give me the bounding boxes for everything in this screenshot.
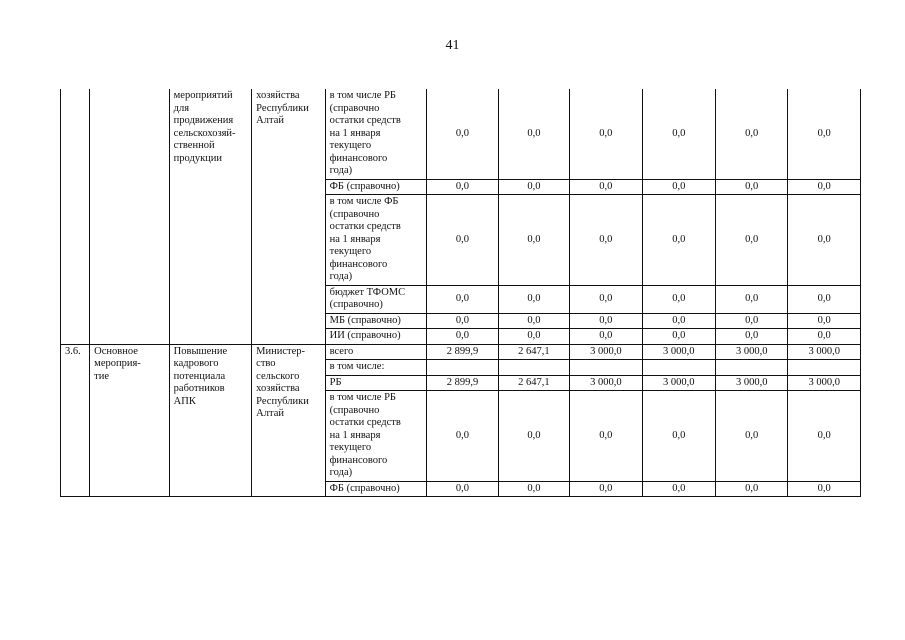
value-cell: 0,0 xyxy=(427,89,498,179)
value-cell: 3 000,0 xyxy=(642,375,715,391)
value-cell: 0,0 xyxy=(570,179,642,195)
value-cell: 0,0 xyxy=(570,313,642,329)
value-cell: 0,0 xyxy=(498,391,569,482)
value-cell: 0,0 xyxy=(498,89,569,179)
funding-source-cell: бюджет ТФОМС (справочно) xyxy=(325,285,427,313)
value-cell: 0,0 xyxy=(427,391,498,482)
value-cell: 0,0 xyxy=(498,313,569,329)
value-cell: 0,0 xyxy=(642,329,715,345)
funding-source-cell: в том числе: xyxy=(325,360,427,376)
value-cell: 0,0 xyxy=(498,329,569,345)
value-cell: 3 000,0 xyxy=(570,375,642,391)
value-cell: 3 000,0 xyxy=(570,344,642,360)
value-cell: 0,0 xyxy=(716,481,788,497)
value-cell: 0,0 xyxy=(716,195,788,286)
value-cell: 0,0 xyxy=(498,285,569,313)
value-cell: 0,0 xyxy=(427,179,498,195)
funding-source-cell: в том числе РБ (справочно остатки средств на 1 января текущего финансового года) xyxy=(325,391,427,482)
value-cell: 0,0 xyxy=(716,179,788,195)
value-cell: 0,0 xyxy=(427,285,498,313)
value-cell: 0,0 xyxy=(570,391,642,482)
goal-cell: мероприятий для продвижения сельскохозяй- ственной продукции xyxy=(169,89,252,344)
budget-table xyxy=(60,89,861,497)
index-cell: 3.6. xyxy=(61,344,90,497)
value-cell xyxy=(570,360,642,376)
value-cell: 3 000,0 xyxy=(642,344,715,360)
value-cell: 0,0 xyxy=(716,329,788,345)
value-cell: 0,0 xyxy=(427,195,498,286)
value-cell xyxy=(788,360,861,376)
value-cell: 0,0 xyxy=(788,285,861,313)
value-cell: 0,0 xyxy=(642,195,715,286)
value-cell: 0,0 xyxy=(570,285,642,313)
type-cell: Основное мероприя- тие xyxy=(90,344,169,497)
value-cell: 0,0 xyxy=(642,313,715,329)
funding-source-cell: всего xyxy=(325,344,427,360)
value-cell: 0,0 xyxy=(427,481,498,497)
value-cell: 0,0 xyxy=(788,329,861,345)
value-cell: 0,0 xyxy=(788,195,861,286)
type-cell xyxy=(90,89,169,344)
funding-source-cell: в том числе РБ (справочно остатки средств на 1 января текущего финансового года) xyxy=(325,89,427,179)
goal-cell: Повышение кадрового потенциала работников АПК xyxy=(169,344,252,497)
value-cell: 0,0 xyxy=(642,89,715,179)
executor-cell: хозяйства Республики Алтай xyxy=(252,89,325,344)
funding-source-cell: МБ (справочно) xyxy=(325,313,427,329)
value-cell: 0,0 xyxy=(570,195,642,286)
value-cell: 0,0 xyxy=(788,179,861,195)
value-cell xyxy=(716,360,788,376)
value-cell: 0,0 xyxy=(788,89,861,179)
value-cell: 0,0 xyxy=(642,285,715,313)
funding-source-cell: в том числе ФБ (справочно остатки средств на 1 января текущего финансового года) xyxy=(325,195,427,286)
value-cell: 3 000,0 xyxy=(788,344,861,360)
value-cell: 0,0 xyxy=(427,313,498,329)
index-cell xyxy=(61,89,90,344)
value-cell: 0,0 xyxy=(788,313,861,329)
value-cell: 0,0 xyxy=(716,313,788,329)
value-cell: 0,0 xyxy=(716,391,788,482)
value-cell: 0,0 xyxy=(570,481,642,497)
value-cell: 0,0 xyxy=(498,179,569,195)
value-cell: 0,0 xyxy=(570,89,642,179)
value-cell: 0,0 xyxy=(716,89,788,179)
value-cell: 0,0 xyxy=(788,391,861,482)
funding-source-cell: РБ xyxy=(325,375,427,391)
value-cell: 0,0 xyxy=(642,179,715,195)
page-number: 41 xyxy=(445,38,460,53)
funding-source-cell: ФБ (справочно) xyxy=(325,481,427,497)
value-cell: 0,0 xyxy=(427,329,498,345)
value-cell: 2 647,1 xyxy=(498,344,569,360)
value-cell: 3 000,0 xyxy=(788,375,861,391)
value-cell: 0,0 xyxy=(642,391,715,482)
value-cell xyxy=(498,360,569,376)
value-cell: 0,0 xyxy=(642,481,715,497)
table-row xyxy=(61,344,861,360)
value-cell xyxy=(427,360,498,376)
value-cell: 0,0 xyxy=(498,481,569,497)
funding-source-cell: ИИ (справочно) xyxy=(325,329,427,345)
table-row xyxy=(61,89,861,179)
value-cell: 0,0 xyxy=(498,195,569,286)
value-cell: 0,0 xyxy=(788,481,861,497)
value-cell: 3 000,0 xyxy=(716,344,788,360)
value-cell: 2 647,1 xyxy=(498,375,569,391)
value-cell: 2 899,9 xyxy=(427,344,498,360)
executor-cell: Министер- ство сельского хозяйства Республики Алтай xyxy=(252,344,325,497)
value-cell xyxy=(642,360,715,376)
measure-3-6-block xyxy=(61,344,861,497)
funding-source-cell: ФБ (справочно) xyxy=(325,179,427,195)
value-cell: 2 899,9 xyxy=(427,375,498,391)
value-cell: 0,0 xyxy=(716,285,788,313)
value-cell: 3 000,0 xyxy=(716,375,788,391)
continuation-block xyxy=(61,89,861,344)
value-cell: 0,0 xyxy=(570,329,642,345)
